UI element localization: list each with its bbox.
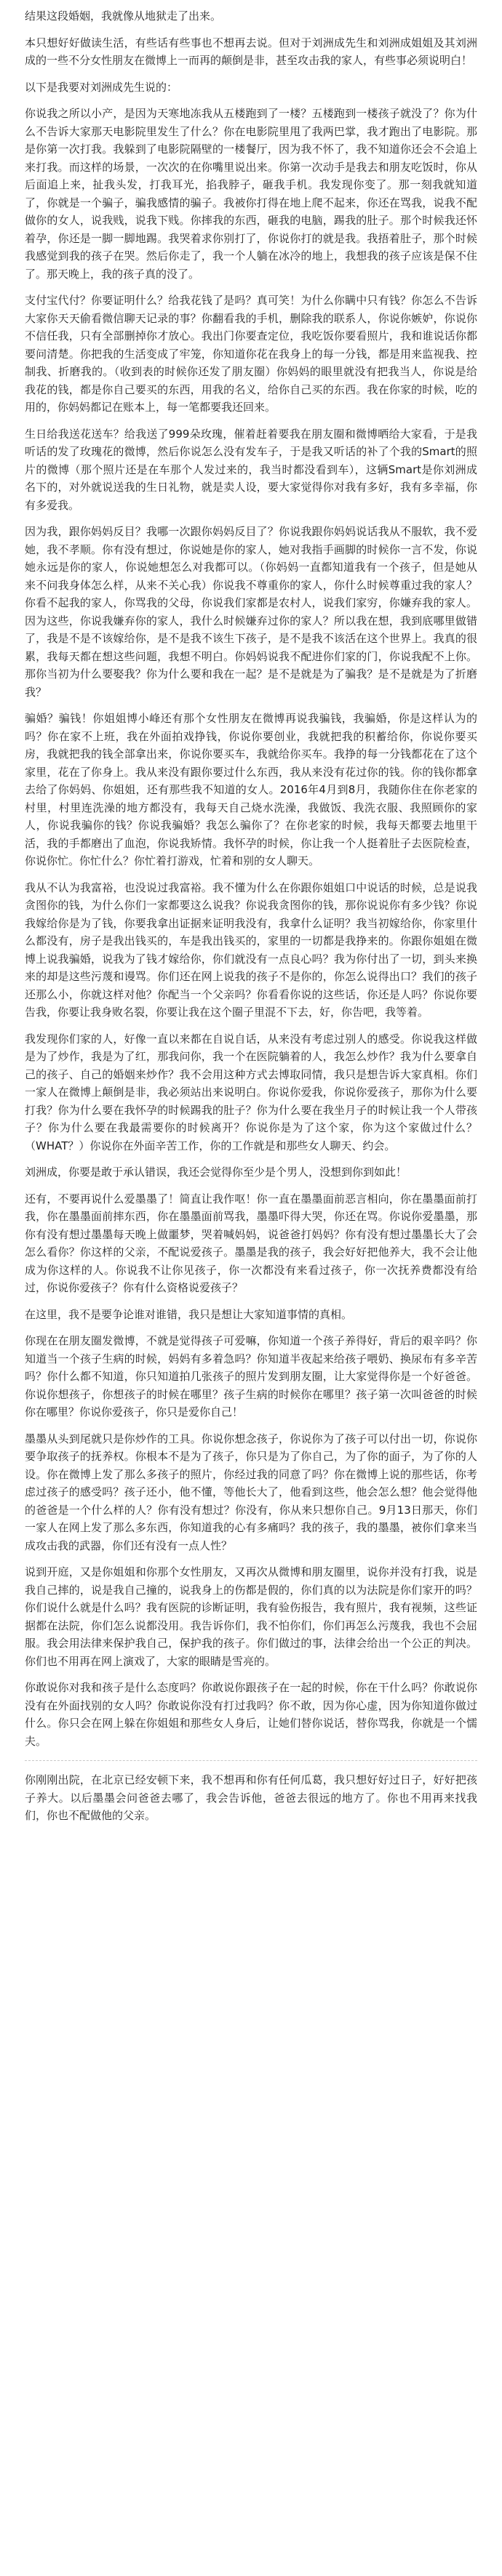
paragraph-7: 因为我，跟你妈妈反目？我哪一次跟你妈妈反目了？你说我跟你妈妈说话我从不服软，我不爱她，我不孝顺。你有没有想过，你说她是你的家人，她对我指手画脚的时候你一言不发，你说她永远是你的家人，你说她想怎么对我都可以。（你妈妈一直都知道我有一个孩子，但是她从来不问我身体怎么样，从来不关心我）你说我不尊重你的家人，你什么时候尊重过我的家人？你看不起我的家人，你骂我的父母，你说我们家都是农村人，说我们家穷，你嫌弃我的家人。因为这些，你说我嫌弃你的家人，我什么时候嫌弃过你的家人？所以我在想，我到底哪里做错了，我是不是不该嫁给你，是不是我不该生下孩子，是不是我不该活在这个世界上。我真的很累，我每天都在想这些问题，我想不明白。你妈妈说我不配进你们家的门，你说我配不上你。那你当初为什么要娶我？你为什么要和我在一起？是不是就是为了骗我？是不是就是为了折磨我？ — [25, 525, 477, 699]
paragraph-10: 我发现你们家的人，好像一直以来都在自说自话，从来没有考虑过别人的感受。你说我这样做是为了炒作，我是为了红，那我问你，我一个在医院躺着的人，我怎么炒作？我为什么要拿自己的孩子、自己的婚姻来炒作？我不会用这种方式去博取同情，我只是想告诉大家真相。你们一家人在微博上颠倒是非，我必须站出来说明白。你说你爱我，你说你爱孩子，那你为什么要打我？你为什么要在我怀孕的时候踢我的肚子？你为什么要在我坐月子的时候让我一个人带孩子？你为什么要在我最需要你的时候离开？你说你是为了这个家，你为这个家做过什么？（WHAT？）你说你在外面辛苦工作，你的工作就是和那些女人聊天、约会。 — [25, 1032, 477, 1152]
paragraph-16: 说到开庭，又是你姐姐和你那个女性朋友，又再次从微博和朋友圈里，说你并没有打我，说是我自己摔的，说是我自己撞的，说我身上的伤都是假的，你们真的以为法院是你们家开的吗？你们说什么就是什么吗？我有医院的诊断证明，我有验伤报告，我有照片，我有视频，这些证据都在法院，你们怎么说都没用。我告诉你们，我不怕你们，你们再怎么污蔑我，我也不会屈服。我会用法律来保护我自己，保护我的孩子。你们做过的事，法律会给出一个公正的判决。你们也不用再在网上演戏了，大家的眼睛是雪亮的。 — [25, 1565, 477, 1668]
paragraph-13: 在这里，我不是要争论谁对谁错，我只是想让大家知道事情的真相。 — [25, 1307, 353, 1321]
paragraph-5: 支付宝代付？你要证明什么？给我花钱了是吗？真可笑！为什么你瞒中只有钱？你怎么不告诉大家你天天偷看微信聊天记录的事？你翻看我的手机，删除我的联系人，你说你嫉妒，你说你不信任我，只有全部删掉你才放心。我出门你要查定位，我吃饭你要看照片，我和谁说话你都要问清楚。你把我的生活变成了牢笼，你知道你花在我身上的每一分钱，都是用来监视我、控制我、折磨我的。（收到表的时候你还发了朋友圈）你妈妈的眼里就没有把我当人，你说是给我花的钱，都是你自己要买的东西，用我的名义，给你自己买的东西。我在你家的时候，吃的用的，你妈妈都记在账本上，每一笔都要我还回来。 — [25, 294, 477, 414]
paragraph-6: 生日给我送花送车？给我送了999朵玫瑰，催着赶着要我在朋友圈和微博晒给大家看，于是我听话的发了玫瑰花的微博，然后你说怎么没有发车子，于是我又听话的补了个我的Smart的照片的微博（那个照片还是在车那个人发过来的，我当时都没看到车），这辆Smart是你刘洲成名下的，对外就说送我的生日礼物，就是卖人设，要大家觉得你对我有多好，我有多幸福，你有多爱我。 — [25, 427, 477, 512]
paragraph-17: 你敢说你对我和孩子是什么态度吗？你敢说你跟孩子在一起的时候，你在干什么吗？你敢说你没有在外面找别的女人吗？你敢说你没有打过我吗？你不敢，因为你心虚，因为你知道你做过什么。你只会在网上躲在你姐姐和那些女人身后，让她们替你说话，替你骂我，你就是一个懦夫。 — [25, 1681, 477, 1748]
paragraph-4: 你说我之所以小产，是因为天寒地冻我从五楼跑到了一楼？五楼跑到一楼孩子就没了？你为什么不告诉大家那天电影院里发生了什么？你在电影院里甩了我两巴掌，我才跑出了电影院。那是你第一次打我。我躲到了电影院隔壁的一楼餐厅，因为我不怀了，我不知道你还会不会追上来打我。而这样的场景，一次次的在你嘴里说出来。你第一次动手是我去和朋友吃饭时，你从后面追上来，扯我头发，打我耳光，掐我脖子，砸我手机。我发现你变了。那一刻我就知道了，你就是一个骗子，骗我感情的骗子。我被你打得在地上爬不起来，你还在骂我，说我不配做你的女人，说我贱，说我下贱。你摔我的东西，砸我的电脑，踢我的肚子。那个时候我还怀着孕，你还是一脚一脚地踢。我哭着求你别打了，你说你打的就是我。我捂着肚子，那个时候我感觉到我的孩子在哭。然后你走了，我一个人躺在冰冷的地上，我想我的孩子应该是保不住了。那天晚上，我的孩子真的没了。 — [25, 107, 477, 281]
paragraph-18: 你刚刚出院，在北京已经安顿下来，我不想再和你有任何瓜葛，我只想好好过日子，好好把孩子养大。以后墨墨会问爸爸去哪了，我会告诉他，爸爸去很远的地方了。你也不用再来找我们，你也不配做他的父亲。 — [25, 1773, 477, 1822]
paragraph-8: 骗婚？骗钱！你姐姐博小峰还有那个女性朋友在微博再说我骗钱，我骗婚，你是这样认为的吗？你在家不上班，我在外面拍戏挣钱，你说你要创业，我就把我的积蓄给你，你说你要买房，我就把我的钱全部拿出来，你说你要买车，我就给你买车。我挣的每一分钱都花在了这个家里，花在了你身上。我从来没有跟你要过什么东西，我从来没有花过你的钱。你的钱你都拿去给了你妈妈、你姐姐，还有那些我不知道的女人。2016年4月到8月，我随你住在你老家的村里，村里连洗澡的地方都没有，我每天自己烧水洗澡，我做饭、我洗衣服、我照顾你的家人，你说我骗你的钱？你说我骗婚？我怎么骗你了？在你老家的时候，我每天都要去地里干活，我的手都磨出了血泡，你说我矫情。我怀孕的时候，你让我一个人挺着肚子去医院检查，你说你忙。你忙什么？你忙着打游戏，忙着和别的女人聊天。 — [25, 712, 477, 867]
paragraph-2: 本只想好好做读生活，有些话有些事也不想再去说。但对于刘洲成先生和刘洲成姐姐及其刘洲成的一些不分女性朋友在微博上一而再的颠倒是非，甚至攻击我的家人，有些事必须说明白！ — [25, 36, 477, 67]
paragraph-3: 以下是我要对刘洲成先生说的： — [25, 80, 178, 94]
paragraph-12: 还有，不要再说什么爱墨墨了！简直让我作呕！你一直在墨墨面前恶言相向，你在墨墨面前打我，你在墨墨面前摔东西，你在墨墨面前骂我，墨墨吓得大哭，你还在骂。你说你爱墨墨，那你有没有想过墨墨每天晚上做噩梦，哭着喊妈妈，说爸爸打妈妈？你有没有想过墨墨长大了会怎么看你？你这样的父亲，不配说爱孩子。墨墨是我的孩子，我会好好把他养大，我不会让他成为你这样的人。你说我不让你见孩子，你一次都没有来看过孩子，你一次抚养费都没有给过，你说你爱孩子？你有什么资格说爱孩子？ — [25, 1192, 477, 1294]
paragraph-1: 结果这段婚姻，我就像从地狱走了出来。 — [25, 9, 222, 23]
section-divider — [25, 1760, 477, 1761]
paragraph-9: 我从不认为我富裕，也没说过我富裕。我不懂为什么在你跟你姐姐口中说话的时候，总是说我贪图你的钱，为什么你们一家都要这么说我？你说我贪图你的钱，那你说说你有多少钱？你说我嫁给你是为了钱，你要我拿出证据来证明我没有，我拿什么证明？我当初嫁给你，你家里什么都没有，房子是我出钱买的，车是我出钱买的，家里的一切都是我挣来的。你跟你姐姐在微博上说我骗婚，说我为了钱才嫁给你，你们就没有一点良心吗？我为你付出了一切，到头来换来的却是这些污蔑和谩骂。你们还在网上说我的孩子不是你的，你怎么说得出口？我们的孩子还那么小，你就这样对他？你配当一个父亲吗？你看看你说的这些话，你还是人吗？你说你要告我，你要让我身败名裂，你要让我在这个圈子里混不下去，好，你告吧，我等着。 — [25, 880, 477, 1019]
paragraph-14: 你现在在朋友圈发微博，不就是觉得孩子可爱嘛，你知道一个孩子养得好，背后的艰辛吗？你知道当一个孩子生病的时候，妈妈有多着急吗？你知道半夜起来给孩子喂奶、换尿布有多辛苦吗？你什么都不知道，你只知道拍几张孩子的照片发到朋友圈，让大家觉得你是一个好爸爸。你说你想孩子，你想孩子的时候在哪里？孩子生病的时候你在哪里？孩子第一次叫爸爸的时候你在哪里？你说你爱孩子，你只是爱你自己！ — [25, 1334, 477, 1419]
paragraph-15: 墨墨从头到尾就只是你炒作的工具。你说你想念孩子，你说你为了孩子可以付出一切，你说你要争取孩子的抚养权。你根本不是为了孩子，你只是为了你自己，为了你的面子，为了你的人设。你在微博上发了那么多孩子的照片，你经过我的同意了吗？你在微博上说的那些话，你考虑过孩子的感受吗？孩子还小，他不懂，等他长大了，他看到这些，他会怎么想？他会觉得他的爸爸是一个什么样的人？你有没有想过？你没有，你从来只想你自己。9月13日那天，你们一家人在网上发了那么多东西，你知道我的心有多痛吗？我的孩子，我的墨墨，被你们拿来当成攻击我的武器，你们还有没有一点人性？ — [25, 1432, 477, 1552]
paragraph-11: 刘洲成，你要是敢于承认错误，我还会觉得你至少是个男人，没想到你到如此！ — [25, 1165, 407, 1179]
